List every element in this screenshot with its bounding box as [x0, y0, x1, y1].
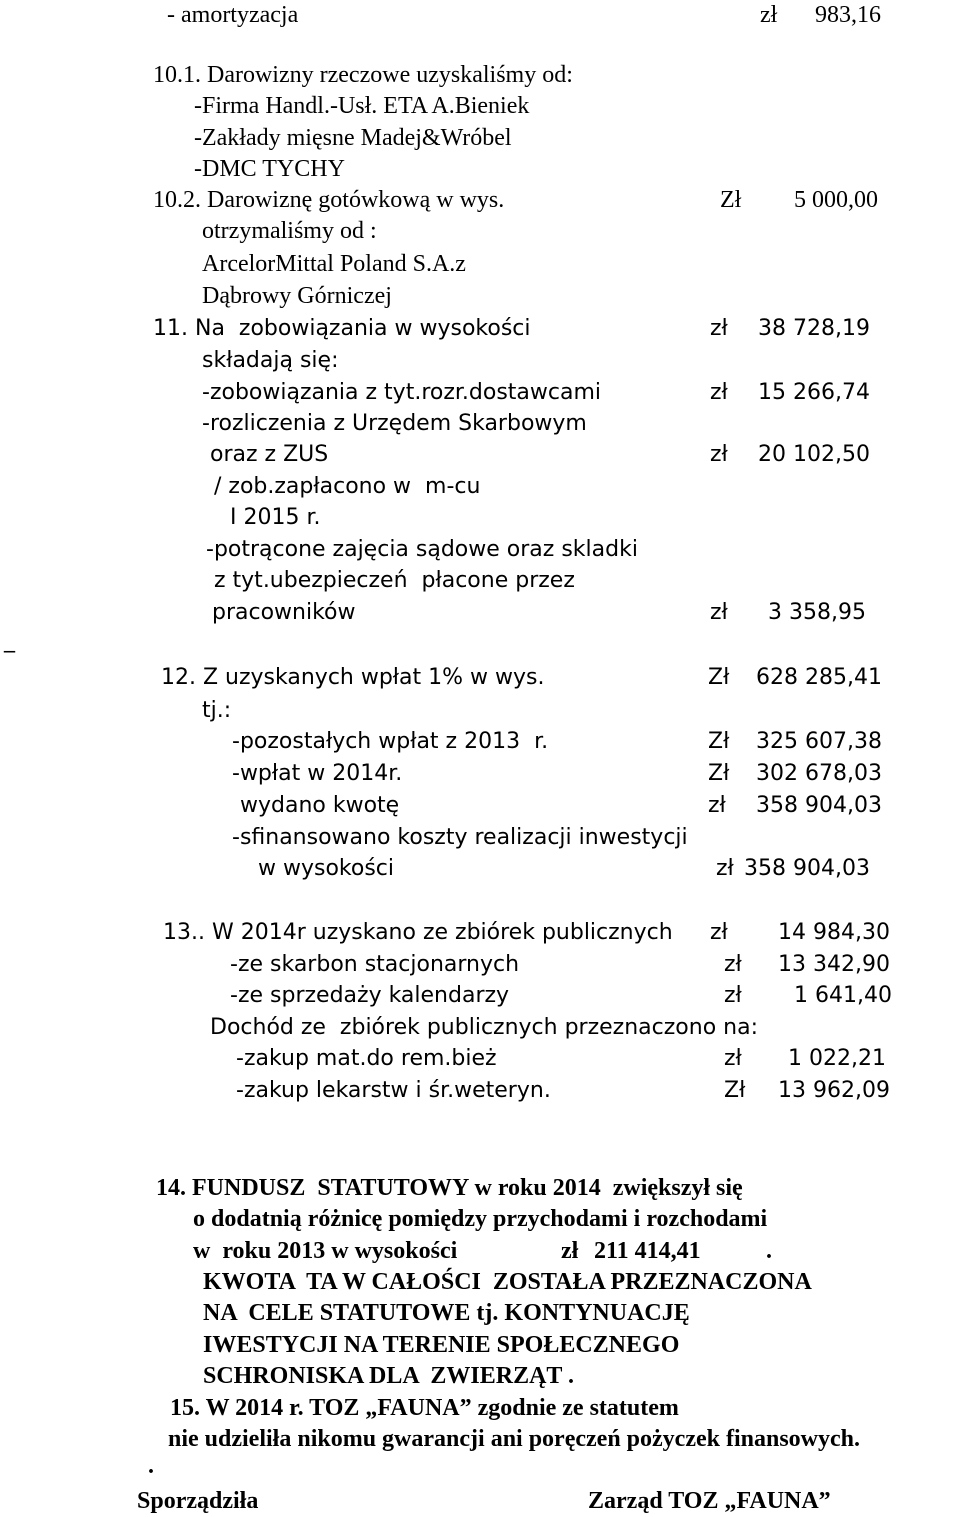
section14-caps-line: SCHRONISKA DLA ZWIERZĄT . — [203, 1363, 574, 1389]
section10-item2-line: otrzymaliśmy od : — [202, 218, 377, 244]
financed-currency: zł — [716, 856, 734, 881]
section11-subheading: składają się: — [202, 348, 339, 373]
section13-use-amount: 1 022,21 — [788, 1046, 886, 1071]
financed-label: w wysokości — [258, 856, 395, 881]
donor-line: -DMC TYCHY — [194, 156, 345, 182]
section13-use-label: -zakup lekarstw i śr.weteryn. — [236, 1078, 551, 1103]
section12-row-currency: Zł — [708, 761, 730, 786]
section14-currency: zł — [561, 1238, 579, 1264]
board-signature: Zarząd TOZ „FAUNA” — [588, 1488, 831, 1514]
section12-row-label: wydano kwotę — [240, 793, 400, 818]
section12-row-label: -pozostałych wpłat z 2013 r. — [232, 729, 549, 754]
section14-line: 14. FUNDUSZ STATUTOWY w roku 2014 zwiększył się — [156, 1175, 743, 1201]
section10-item2-heading: 10.2. Darowiznę gotówkową w wys. — [153, 187, 505, 213]
section12-tj: tj.: — [202, 698, 232, 723]
tax-label: -rozliczenia z Urzędem Skarbowym — [202, 411, 587, 436]
tax-label: oraz z ZUS — [210, 442, 329, 467]
margin-mark: _ — [4, 628, 15, 653]
section10-item2-line: Dąbrowy Górniczej — [202, 283, 392, 309]
paid-note: I 2015 r. — [230, 505, 321, 530]
suppliers-currency: zł — [710, 380, 728, 405]
donor-line: -Zakłady mięsne Madej&Wróbel — [194, 125, 512, 151]
section12-row-amount: 358 904,03 — [756, 793, 882, 818]
section12-row-currency: Zł — [708, 729, 730, 754]
section14-amount: 211 414,41 — [594, 1238, 701, 1264]
section13-currency: zł — [710, 920, 728, 945]
deductions-label: pracowników — [212, 600, 356, 625]
section13-use-currency: zł — [724, 1046, 742, 1071]
section10-item2-currency: Zł — [720, 187, 742, 213]
deductions-label: z tyt.ubezpieczeń płacone przez — [214, 568, 575, 593]
suppliers-label: -zobowiązania z tyt.rozr.dostawcami — [202, 380, 602, 405]
section14-caps-line: KWOTA TA W CAŁOŚCI ZOSTAŁA PRZEZNACZONA — [203, 1269, 812, 1295]
prepared-by: Sporządziła — [137, 1488, 259, 1514]
section15-line: nie udzieliła nikomu gwarancji ani poręczeń pożyczek finansowych. — [168, 1426, 860, 1452]
section13-row-currency: zł — [724, 983, 742, 1008]
section13-heading: 13.. W 2014r uzyskano ze zbiórek publicznych — [163, 920, 673, 945]
section11-amount: 38 728,19 — [758, 316, 870, 341]
section12-row-currency: zł — [708, 793, 726, 818]
deductions-label: -potrącone zajęcia sądowe oraz skladki — [206, 537, 638, 562]
section12-currency: Zł — [708, 665, 730, 690]
section13-row-currency: zł — [724, 952, 742, 977]
section14-line: o dodatnią różnicę pomiędzy przychodami i rozchodami — [193, 1206, 768, 1232]
section13-use-label: -zakup mat.do rem.bież — [236, 1046, 497, 1071]
section14-dot: . — [766, 1238, 772, 1264]
section10-item2-line: ArcelorMittal Poland S.A.z — [202, 251, 466, 277]
tax-amount: 20 102,50 — [758, 442, 870, 467]
section12-row-amount: 302 678,03 — [756, 761, 882, 786]
amortization-currency: zł — [760, 2, 778, 28]
section12-row-amount: 325 607,38 — [756, 729, 882, 754]
section12-heading: 12. Z uzyskanych wpłat 1% w wys. — [161, 665, 545, 690]
section13-row-amount: 1 641,40 — [794, 983, 892, 1008]
financed-label: -sfinansowano koszty realizacji inwestycji — [232, 825, 688, 850]
section15-dot: . — [148, 1453, 154, 1479]
section13-row-label: -ze skarbon stacjonarnych — [230, 952, 520, 977]
section13-row-amount: 13 342,90 — [778, 952, 890, 977]
tax-currency: zł — [710, 442, 728, 467]
section10-item2-amount: 5 000,00 — [794, 187, 878, 213]
section10-item1-heading: 10.1. Darowizny rzeczowe uzyskaliśmy od: — [153, 62, 573, 88]
section13-use-currency: Zł — [724, 1078, 746, 1103]
section13-use-amount: 13 962,09 — [778, 1078, 890, 1103]
deductions-amount: 3 358,95 — [768, 600, 866, 625]
section13-amount: 14 984,30 — [778, 920, 890, 945]
section13-row-label: -ze sprzedaży kalendarzy — [230, 983, 510, 1008]
section11-currency: zł — [710, 316, 728, 341]
donor-line: -Firma Handl.-Usł. ETA A.Bieniek — [194, 93, 530, 119]
section14-caps-line: IWESTYCJI NA TERENIE SPOŁECZNEGO — [203, 1332, 680, 1358]
section15-line: 15. W 2014 r. TOZ „FAUNA” zgodnie ze statutem — [170, 1395, 679, 1421]
amortization-amount: 983,16 — [815, 2, 881, 28]
section11-heading: 11. Na zobowiązania w wysokości — [153, 316, 531, 341]
amortization-label: - amortyzacja — [167, 2, 299, 28]
section14-line: w roku 2013 w wysokości — [193, 1238, 458, 1264]
deductions-currency: zł — [710, 600, 728, 625]
section12-amount: 628 285,41 — [756, 665, 882, 690]
financed-amount: 358 904,03 — [744, 856, 870, 881]
section12-row-label: -wpłat w 2014r. — [232, 761, 403, 786]
income-line: Dochód ze zbiórek publicznych przeznaczono na: — [210, 1015, 758, 1040]
paid-note: / zob.zapłacono w m-cu — [214, 474, 481, 499]
suppliers-amount: 15 266,74 — [758, 380, 870, 405]
section14-caps-line: NA CELE STATUTOWE tj. KONTYNUACJĘ — [203, 1300, 690, 1326]
